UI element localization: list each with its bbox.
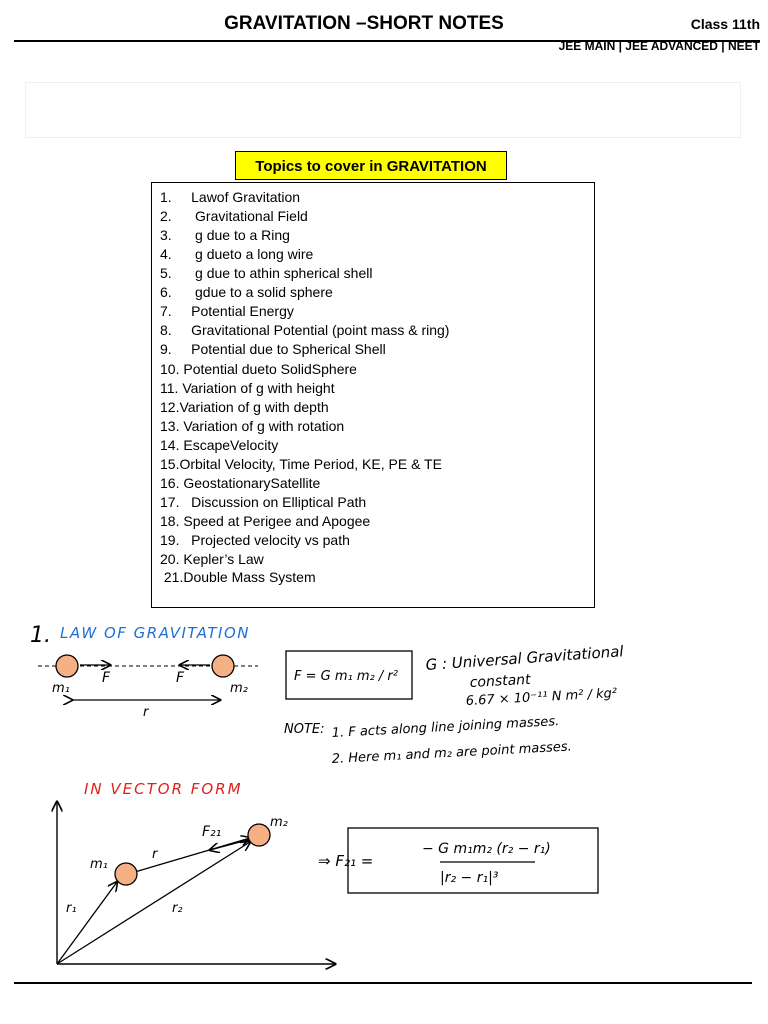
exam-list: JEE MAIN | JEE ADVANCED | NEET <box>558 39 760 53</box>
topic-item: 20. Kepler’s Law <box>160 551 264 567</box>
topic-item: 13. Variation of g with rotation <box>160 418 345 434</box>
topic-item: 9. Potential due to Spherical Shell <box>160 341 386 357</box>
topic-item: 21.Double Mass System <box>160 569 316 585</box>
note-1: 1. F acts along line joining masses. <box>331 714 560 741</box>
class-label: Class 11th <box>690 16 760 32</box>
label-F-right: F <box>176 670 185 686</box>
topic-item: 6. gdue to a solid sphere <box>160 284 333 300</box>
section-title: LAW OF GRAVITATION <box>60 624 250 642</box>
g-definition-1: G : Universal Gravitational <box>425 642 625 674</box>
topic-item: 2. Gravitational Field <box>160 208 308 224</box>
topic-item: 11. Variation of g with height <box>160 380 335 396</box>
g-definition-2: constant <box>469 671 532 691</box>
vector-r1 <box>57 882 117 964</box>
mass-m1 <box>56 655 78 677</box>
topic-item: 5. g due to athin spherical shell <box>160 265 373 281</box>
topic-item: 7. Potential Energy <box>160 303 294 319</box>
vector-formula-numerator: − G m₁m₂ (r₂ − r₁) <box>422 841 551 857</box>
topic-item: 12.Variation of g with depth <box>160 399 329 415</box>
topic-item: 14. EscapeVelocity <box>160 437 279 453</box>
topic-item: 1. Lawof Gravitation <box>160 189 301 205</box>
vector-label-r2: r₂ <box>172 901 183 916</box>
topic-item: 8. Gravitational Potential (point mass & ring) <box>160 322 450 338</box>
vector-form-title: IN VECTOR FORM <box>84 780 243 798</box>
topic-item: 18. Speed at Perigee and Apogee <box>160 513 371 529</box>
label-F-left: F <box>102 670 111 686</box>
vector-formula-denominator: |r₂ − r₁|³ <box>440 870 499 886</box>
vector-mass-m2 <box>248 824 270 846</box>
label-r: r <box>143 705 149 720</box>
header-title: GRAVITATION –SHORT NOTES <box>224 13 504 34</box>
g-value: 6.67 × 10⁻¹¹ N m² / kg² <box>465 686 618 709</box>
topic-item: 4. g dueto a long wire <box>160 246 314 262</box>
note-label: NOTE: <box>284 722 325 737</box>
section-number: 1. <box>30 623 51 648</box>
topic-item: 16. GeostationarySatellite <box>160 475 321 491</box>
vector-label-F21: F₂₁ <box>202 824 222 840</box>
vector-label-r: r <box>152 847 158 862</box>
topic-item: 3. g due to a Ring <box>160 227 290 243</box>
topic-item: 17. Discussion on Elliptical Path <box>160 494 367 510</box>
topic-item: 15.Orbital Velocity, Time Period, KE, PE & TE <box>160 456 442 472</box>
topics-heading: Topics to cover in GRAVITATION <box>235 151 507 180</box>
label-m1: m₁ <box>52 681 70 696</box>
label-m2: m₂ <box>230 681 248 696</box>
gravitation-formula: F = G m₁ m₂ / r² <box>294 669 398 684</box>
vector-label-r1: r₁ <box>66 901 77 916</box>
topic-item: 19. Projected velocity vs path <box>160 532 350 548</box>
vector-r <box>128 838 250 874</box>
topic-item: 10. Potential dueto SolidSphere <box>160 361 357 377</box>
mass-m2 <box>212 655 234 677</box>
vector-mass-m1 <box>115 863 137 885</box>
vector-label-m2: m₂ <box>270 815 288 830</box>
footer-rule <box>14 982 752 984</box>
vector-label-m1: m₁ <box>90 857 108 872</box>
note-2: 2. Here m₁ and m₂ are point masses. <box>331 739 573 767</box>
vector-formula-lhs: ⇒ F₂₁ = <box>318 852 374 870</box>
